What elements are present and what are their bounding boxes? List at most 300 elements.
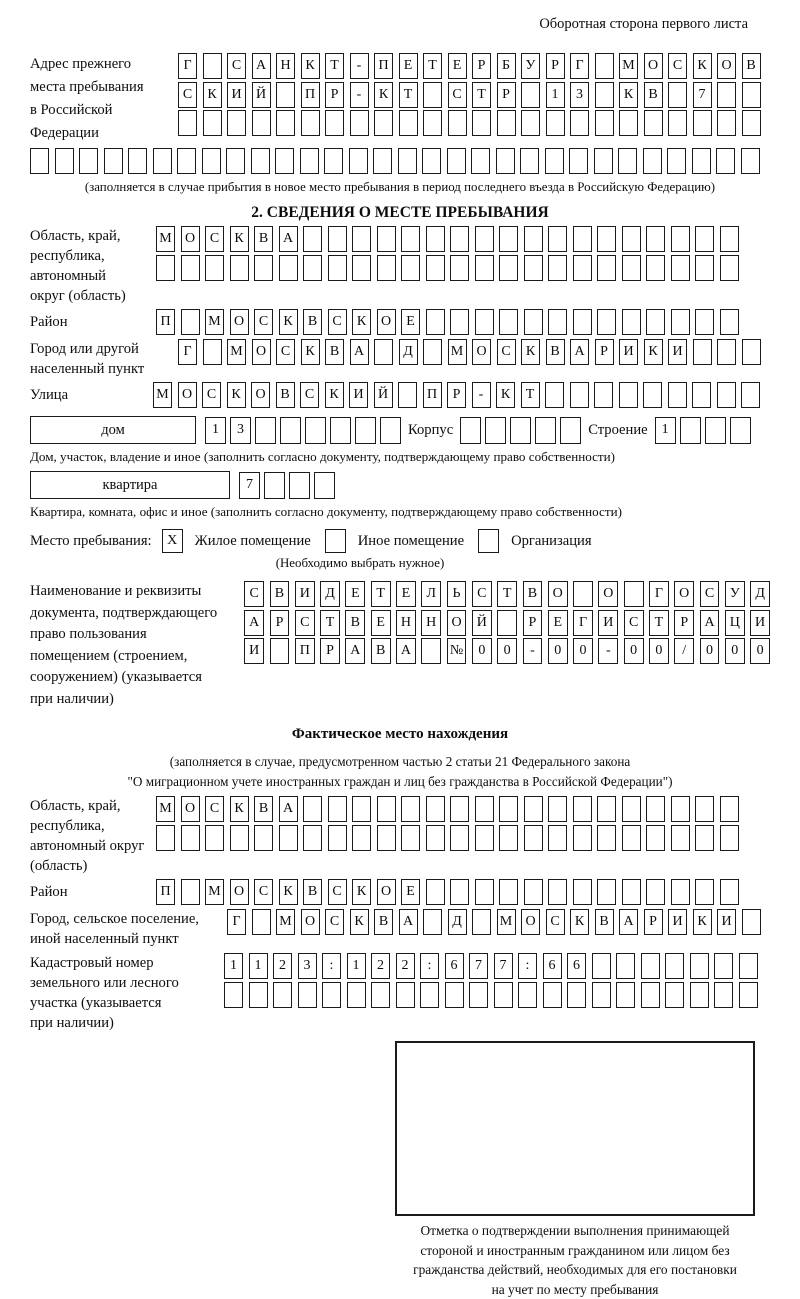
char-cell: Й (252, 82, 271, 108)
char-cell (569, 148, 588, 174)
char-cell: А (619, 909, 638, 935)
char-cell (714, 953, 733, 979)
char-cell (420, 982, 439, 1008)
char-cell (597, 309, 616, 335)
char-cell (230, 255, 249, 281)
char-cell: 1 (224, 953, 243, 979)
char-cell: О (252, 339, 271, 365)
char-cell: 3 (230, 417, 251, 444)
actual-region-field (30, 796, 770, 876)
char-cell (716, 148, 735, 174)
char-cell: К (301, 339, 320, 365)
char-cell (422, 148, 441, 174)
document-row-3 (244, 638, 770, 664)
char-cell (560, 417, 581, 444)
char-cell (570, 110, 589, 136)
char-cell: О (472, 339, 491, 365)
char-cell: А (252, 53, 271, 79)
char-cell (520, 148, 539, 174)
stay-option-checkbox-residential: X (162, 529, 183, 553)
char-cell: - (598, 638, 618, 664)
char-cell (423, 82, 442, 108)
char-cell (720, 309, 739, 335)
char-cell: О (230, 879, 249, 905)
char-cell (30, 148, 49, 174)
char-cell: С (295, 610, 315, 636)
char-cell: Е (401, 879, 420, 905)
document-row-2 (244, 610, 770, 636)
char-cell: Р (472, 53, 491, 79)
char-cell: Е (399, 53, 418, 79)
char-cell: Р (523, 610, 543, 636)
char-cell (499, 825, 518, 851)
char-cell: И (227, 82, 246, 108)
char-cell: О (377, 879, 396, 905)
char-cell: И (668, 909, 687, 935)
cadastre-row-1 (224, 953, 758, 979)
char-cell: С (325, 909, 344, 935)
char-cell (665, 953, 684, 979)
char-cell (423, 909, 442, 935)
char-cell (595, 53, 614, 79)
char-cell: К (693, 53, 712, 79)
char-cell (426, 255, 445, 281)
actual-city-label: Город, сельское поселение, иной населенный пункт (30, 911, 199, 947)
confirmation-stamp-box (395, 1041, 755, 1216)
char-cell (646, 255, 665, 281)
char-cell: С (668, 53, 687, 79)
char-cell (475, 255, 494, 281)
char-cell (128, 148, 147, 174)
char-cell (597, 879, 616, 905)
char-cell (79, 148, 98, 174)
char-cell: Р (325, 82, 344, 108)
char-cell: О (598, 581, 618, 607)
char-cell: П (295, 638, 315, 664)
char-cell (671, 825, 690, 851)
char-cell (742, 909, 761, 935)
street-field (30, 382, 770, 408)
stay-type-note: (Необходимо выбрать нужное) (275, 556, 445, 570)
char-cell (573, 255, 592, 281)
char-cell: К (203, 82, 222, 108)
section2-title: 2. СВЕДЕНИЯ О МЕСТЕ ПРЕБЫВАНИЯ (251, 204, 549, 221)
char-cell: П (374, 53, 393, 79)
char-cell: Р (447, 382, 466, 408)
char-cell (450, 226, 469, 252)
char-cell: Г (570, 53, 589, 79)
char-cell (720, 796, 739, 822)
char-cell: К (693, 909, 712, 935)
prev-address-block (30, 53, 770, 145)
char-cell: М (156, 796, 175, 822)
char-cell: А (279, 796, 298, 822)
char-cell (619, 110, 638, 136)
char-cell (55, 148, 74, 174)
char-cell (720, 879, 739, 905)
prev-address-rows (178, 53, 761, 145)
char-cell (496, 148, 515, 174)
char-cell: С (244, 581, 264, 607)
char-cell (573, 879, 592, 905)
document-field (30, 581, 770, 710)
char-cell (616, 953, 635, 979)
char-cell: Д (399, 339, 418, 365)
char-cell (594, 382, 613, 408)
char-cell: О (301, 909, 320, 935)
char-cell (275, 148, 294, 174)
char-cell (499, 226, 518, 252)
char-cell (324, 148, 343, 174)
char-cell: О (644, 53, 663, 79)
char-cell: Р (270, 610, 290, 636)
char-cell: Т (423, 53, 442, 79)
char-cell: С (328, 309, 347, 335)
char-cell (695, 226, 714, 252)
stamp-area (395, 1041, 770, 1216)
char-cell: И (295, 581, 315, 607)
prev-address-row-2 (178, 82, 761, 108)
char-cell (690, 953, 709, 979)
char-cell: М (448, 339, 467, 365)
char-cell: - (472, 382, 491, 408)
char-cell (273, 982, 292, 1008)
char-cell (622, 309, 641, 335)
char-cell (499, 255, 518, 281)
char-cell: П (301, 82, 320, 108)
actual-region-label: Область, край, республика, автономный округ (область) (30, 798, 145, 874)
char-cell (499, 879, 518, 905)
char-cell (373, 148, 392, 174)
char-cell (592, 982, 611, 1008)
char-cell (624, 581, 644, 607)
char-cell: К (279, 879, 298, 905)
char-cell (680, 417, 701, 444)
char-cell (622, 825, 641, 851)
char-cell (377, 825, 396, 851)
apartment-label-box: квартира (30, 471, 230, 499)
char-cell: Р (674, 610, 694, 636)
char-cell (352, 796, 371, 822)
char-cell (472, 110, 491, 136)
char-cell: 7 (469, 953, 488, 979)
char-cell: Д (320, 581, 340, 607)
cadastre-row-2 (224, 982, 758, 1008)
char-cell: М (619, 53, 638, 79)
char-cell: Л (421, 581, 441, 607)
char-cell: Р (320, 638, 340, 664)
char-cell (524, 226, 543, 252)
char-cell: Н (276, 53, 295, 79)
char-cell: 1 (249, 953, 268, 979)
char-cell: С (624, 610, 644, 636)
char-cell (328, 255, 347, 281)
char-cell: К (374, 82, 393, 108)
char-cell (643, 382, 662, 408)
char-cell: В (644, 82, 663, 108)
char-cell (279, 825, 298, 851)
char-cell (545, 382, 564, 408)
char-cell: Е (345, 581, 365, 607)
apartment-cells (239, 472, 335, 499)
actual-city-row (227, 909, 761, 949)
char-cell: 1 (655, 417, 676, 444)
char-cell (475, 825, 494, 851)
char-cell (668, 110, 687, 136)
char-cell: В (270, 581, 290, 607)
char-cell (450, 796, 469, 822)
char-cell (447, 148, 466, 174)
region-row-1 (156, 226, 739, 252)
char-cell: № (447, 638, 467, 664)
char-cell: Д (448, 909, 467, 935)
char-cell (741, 382, 760, 408)
char-cell: Т (325, 53, 344, 79)
char-cell (695, 879, 714, 905)
char-cell (646, 796, 665, 822)
char-cell (352, 255, 371, 281)
corpus-cells (460, 417, 581, 444)
char-cell (646, 226, 665, 252)
char-cell (646, 879, 665, 905)
char-cell (396, 982, 415, 1008)
char-cell: А (396, 638, 416, 664)
char-cell (423, 339, 442, 365)
char-cell (399, 110, 418, 136)
stroenie-cells (655, 417, 751, 444)
char-cell (524, 879, 543, 905)
char-cell: И (668, 339, 687, 365)
char-cell: Е (371, 610, 391, 636)
char-cell (226, 148, 245, 174)
char-cell (573, 825, 592, 851)
char-cell: С (328, 879, 347, 905)
prev-address-label: Адрес прежнего места пребывания в Российской Федерации (30, 56, 144, 141)
char-cell (347, 982, 366, 1008)
char-cell: А (244, 610, 264, 636)
char-cell: 3 (298, 953, 317, 979)
char-cell (472, 909, 491, 935)
char-cell: С (448, 82, 467, 108)
char-cell (573, 581, 593, 607)
char-cell: Е (548, 610, 568, 636)
char-cell (671, 879, 690, 905)
char-cell: 0 (497, 638, 517, 664)
char-cell (597, 796, 616, 822)
char-cell: О (251, 382, 270, 408)
char-cell: О (548, 581, 568, 607)
char-cell: Г (649, 581, 669, 607)
char-cell (548, 879, 567, 905)
char-cell (450, 309, 469, 335)
char-cell (518, 982, 537, 1008)
char-cell: В (371, 638, 391, 664)
stay-option-label-residential: Жилое помещение (194, 532, 311, 549)
char-cell: Б (497, 53, 516, 79)
char-cell (641, 953, 660, 979)
apartment-note: Квартира, комната, офис и иное (заполнить согласно документу, подтверждающему право собственности) (30, 504, 622, 519)
char-cell: К (619, 82, 638, 108)
house-number-cells (205, 417, 401, 444)
char-cell (646, 309, 665, 335)
char-cell: А (700, 610, 720, 636)
char-cell: В (345, 610, 365, 636)
char-cell (423, 110, 442, 136)
char-cell (671, 255, 690, 281)
char-cell: 0 (472, 638, 492, 664)
district-label: Район (30, 314, 68, 330)
char-cell: Г (227, 909, 246, 935)
char-cell (203, 339, 222, 365)
char-cell: В (546, 339, 565, 365)
char-cell (181, 825, 200, 851)
char-cell (644, 110, 663, 136)
city-field (30, 339, 770, 379)
char-cell (398, 148, 417, 174)
char-cell (597, 255, 616, 281)
char-cell (328, 796, 347, 822)
char-cell (714, 982, 733, 1008)
char-cell (254, 825, 273, 851)
district-field (30, 309, 770, 335)
char-cell: : (518, 953, 537, 979)
char-cell: М (276, 909, 295, 935)
document-row-1 (244, 581, 770, 607)
char-cell: И (244, 638, 264, 664)
char-cell (692, 382, 711, 408)
city-row (178, 339, 761, 379)
char-cell: И (750, 610, 770, 636)
char-cell (252, 110, 271, 136)
char-cell (742, 110, 761, 136)
actual-location-title: Фактическое место нахождения (291, 726, 509, 742)
char-cell: М (156, 226, 175, 252)
char-cell (499, 309, 518, 335)
char-cell: С (178, 82, 197, 108)
char-cell (717, 110, 736, 136)
char-cell (426, 825, 445, 851)
char-cell (567, 982, 586, 1008)
char-cell (301, 110, 320, 136)
char-cell: 0 (725, 638, 745, 664)
char-cell: А (399, 909, 418, 935)
char-cell: А (350, 339, 369, 365)
actual-region-row-2 (156, 825, 739, 851)
house-note: Дом, участок, владение и иное (заполнить согласно документу, подтверждающему право собственности) (30, 449, 616, 464)
char-cell (668, 82, 687, 108)
char-cell (494, 982, 513, 1008)
char-cell: 0 (750, 638, 770, 664)
char-cell (401, 255, 420, 281)
char-cell: - (350, 53, 369, 79)
char-cell (548, 825, 567, 851)
prev-address-row-3 (178, 110, 761, 136)
char-cell: Т (472, 82, 491, 108)
char-cell: 1 (546, 82, 565, 108)
char-cell (249, 982, 268, 1008)
char-cell (616, 982, 635, 1008)
char-cell: Д (750, 581, 770, 607)
char-cell: 2 (396, 953, 415, 979)
char-cell: О (178, 382, 197, 408)
char-cell (303, 796, 322, 822)
char-cell: С (205, 226, 224, 252)
char-cell (573, 226, 592, 252)
char-cell (426, 879, 445, 905)
char-cell (485, 417, 506, 444)
char-cell: К (301, 53, 320, 79)
char-cell: В (325, 339, 344, 365)
char-cell (720, 825, 739, 851)
street-row (153, 382, 760, 408)
char-cell: К (352, 309, 371, 335)
char-cell (156, 825, 175, 851)
stay-option-checkbox-other (325, 529, 346, 553)
char-cell: С (472, 581, 492, 607)
char-cell: И (349, 382, 368, 408)
char-cell (573, 309, 592, 335)
page-header-note: Оборотная сторона первого листа (539, 16, 748, 32)
char-cell (450, 825, 469, 851)
char-cell (450, 879, 469, 905)
char-cell: К (496, 382, 515, 408)
char-cell: С (202, 382, 221, 408)
char-cell: 0 (548, 638, 568, 664)
cadastre-label: Кадастровый номер земельного или лесного участка (указывается при наличии) (30, 955, 179, 1031)
char-cell: 6 (445, 953, 464, 979)
char-cell (524, 309, 543, 335)
char-cell (352, 226, 371, 252)
char-cell (618, 148, 637, 174)
char-cell: 0 (700, 638, 720, 664)
char-cell: В (742, 53, 761, 79)
char-cell (497, 110, 516, 136)
char-cell (469, 982, 488, 1008)
char-cell (739, 982, 758, 1008)
actual-district-field (30, 879, 770, 905)
actual-city-field (30, 909, 770, 949)
char-cell (270, 638, 290, 664)
char-cell (693, 339, 712, 365)
char-cell (646, 825, 665, 851)
char-cell (349, 148, 368, 174)
char-cell (224, 982, 243, 1008)
char-cell: О (181, 796, 200, 822)
char-cell (695, 255, 714, 281)
char-cell (690, 982, 709, 1008)
char-cell (594, 148, 613, 174)
char-cell (720, 226, 739, 252)
char-cell (730, 417, 751, 444)
char-cell (475, 879, 494, 905)
char-cell: К (570, 909, 589, 935)
char-cell (668, 382, 687, 408)
char-cell: О (181, 226, 200, 252)
char-cell (742, 82, 761, 108)
char-cell (374, 110, 393, 136)
char-cell: К (352, 879, 371, 905)
char-cell (524, 255, 543, 281)
char-cell: П (156, 879, 175, 905)
char-cell (377, 796, 396, 822)
char-cell: М (153, 382, 172, 408)
char-cell: В (595, 909, 614, 935)
char-cell: Г (178, 53, 197, 79)
char-cell (641, 982, 660, 1008)
char-cell (471, 148, 490, 174)
char-cell (104, 148, 123, 174)
char-cell (230, 825, 249, 851)
